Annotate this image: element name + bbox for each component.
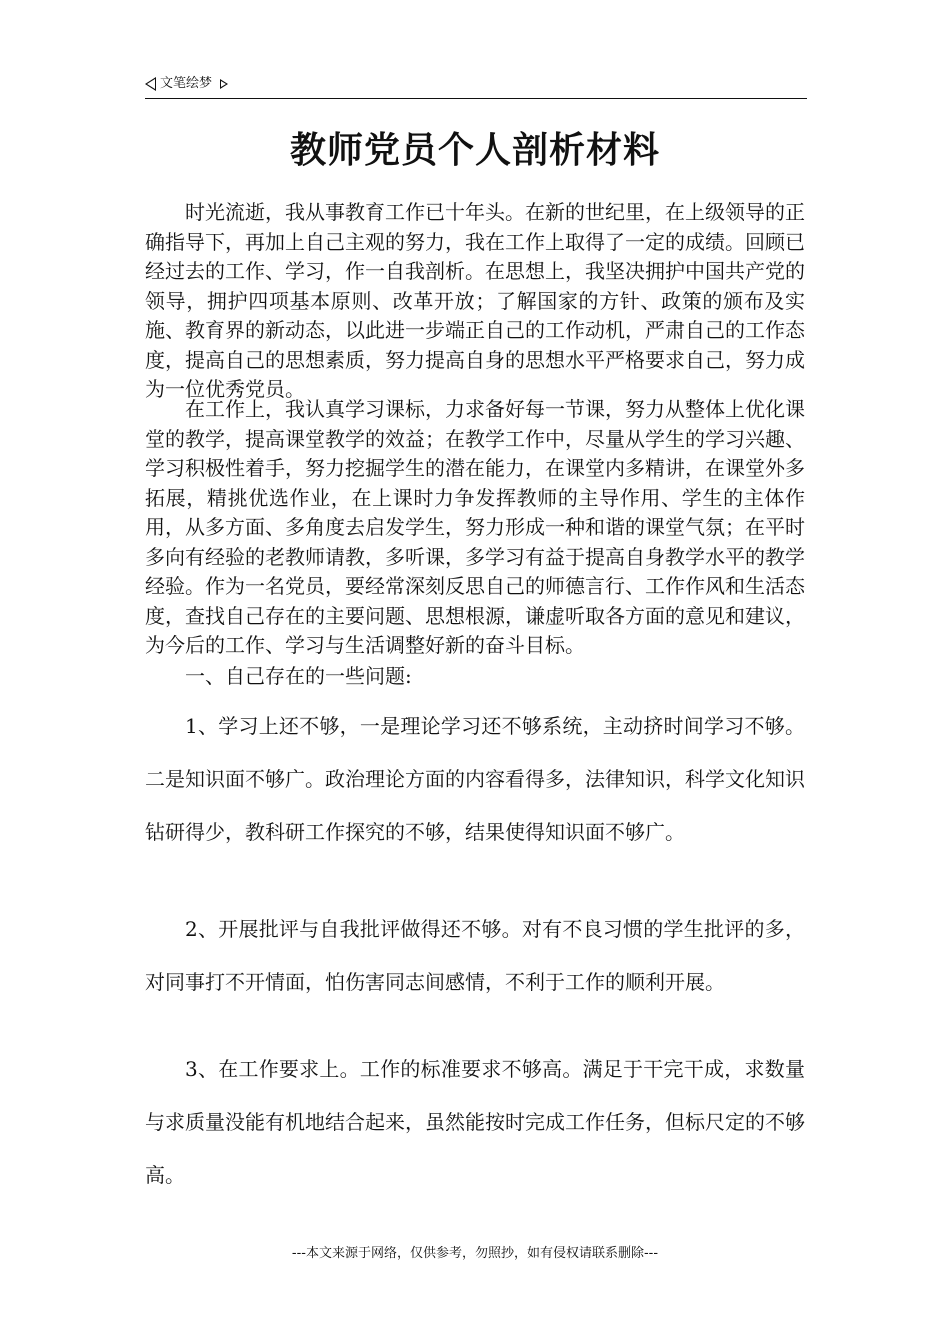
triangle-left-icon xyxy=(145,77,156,91)
body-paragraph: 时光流逝，我从事教育工作已十年头。在新的世纪里，在上级领导的正确指导下，再加上自己主观的努力，我在工作上取得了一定的成绩。回顾已经过去的工作、学习，作一自我剖析。在思想上，我坚决拥护中国共产党的领导，拥护四项基本原则、改革开放；了解国家的方针、政策的颁布及实施、教育界的新动态，以此进一步端正自己的工作动机，严肃自己的工作态度，提高自己的思想素质，努力提高自身的思想水平严格要求自己，努力成为一位优秀党员。 xyxy=(145,200,805,401)
list-item: 3、在工作要求上。工作的标准要求不够高。满足于干完干成，求数量与求质量没能有机地结合起来，虽然能按时完成工作任务，但标尺定的不够高。 xyxy=(145,1057,805,1187)
header-brand-text: 文笔绘梦 xyxy=(160,76,213,91)
header-divider xyxy=(145,98,807,99)
triangle-right-icon xyxy=(220,79,228,89)
body-paragraph: 在工作上，我认真学习课标，力求备好每一节课，努力从整体上优化课堂的教学，提高课堂教学的效益；在教学工作中，尽量从学生的学习兴趣、学习积极性着手，努力挖掘学生的潜在能力，在课堂内多精讲，在课堂外多拓展，精挑优选作业，在上课时力争发挥教师的主导作用、学生的主体作用，从多方面、多角度去启发学生，努力形成一种和谐的课堂气氛；在平时多向有经验的老教师请教，多听课，多学习有益于提高自身教学水平的教学经验。作为一名党员，要经常深刻反思自己的师德言行、工作作风和生活态度，查找自己存在的主要问题、思想根源，谦虚听取各方面的意见和建议，为今后的工作、学习与生活调整好新的奋斗目标。 xyxy=(145,397,805,657)
header-brand xyxy=(145,74,228,94)
page-header xyxy=(145,74,807,98)
footer-disclaimer: ---本文来源于网络，仅供参考，勿照抄，如有侵权请联系删除--- xyxy=(291,1246,659,1261)
list-item: 2、开展批评与自我批评做得还不够。对有不良习惯的学生批评的多，对同事打不开情面，怕伤害同志间感情，不利于工作的顺利开展。 xyxy=(145,917,805,994)
list-item: 1、学习上还不够，一是理论学习还不够系统，主动挤时间学习不够。二是知识面不够广。政治理论方面的内容看得多，法律知识，科学文化知识钻研得少，教科研工作探究的不够，结果使得知识面不够广。 xyxy=(145,714,805,844)
section-heading: 一、自己存在的一些问题: xyxy=(185,664,412,688)
document-title: 教师党员个人剖析材料 xyxy=(289,130,660,171)
